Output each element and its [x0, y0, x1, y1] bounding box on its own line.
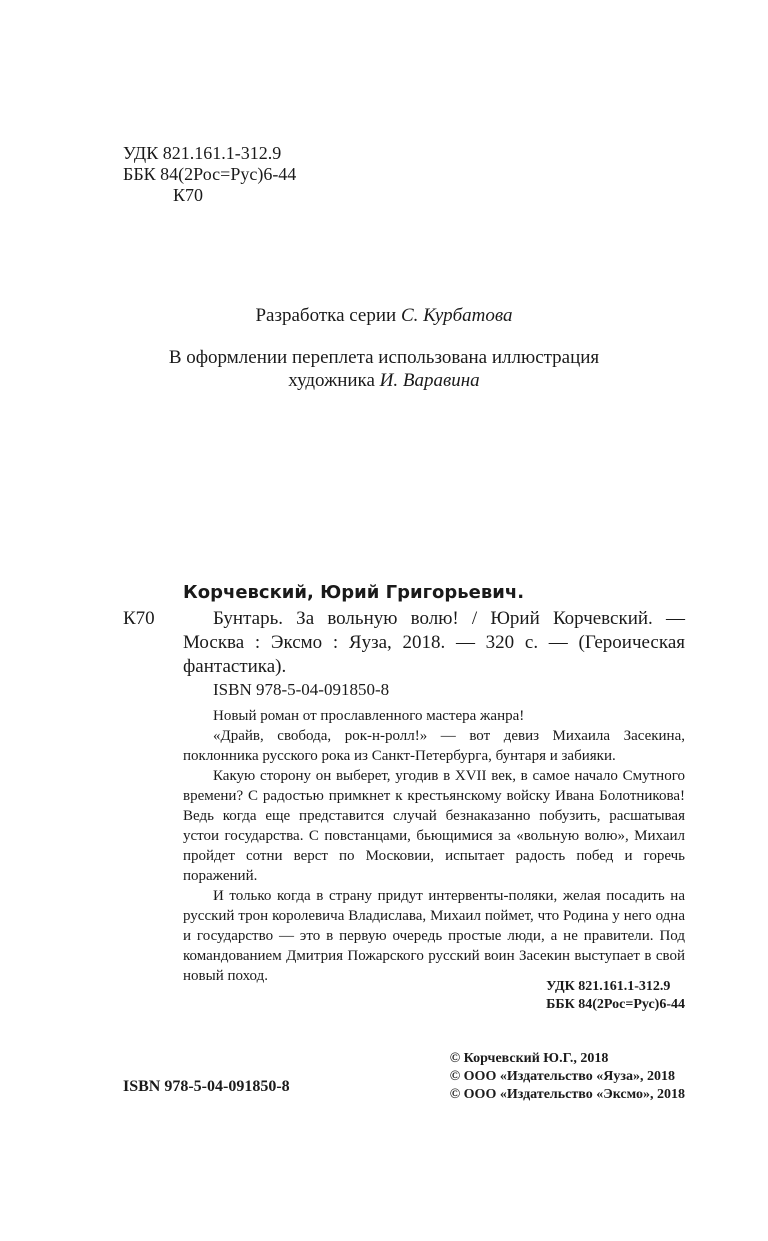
- bibliography-record: [183, 607, 685, 679]
- series-credit-prefix: Разработка серии: [255, 305, 401, 326]
- series-credit: [0, 304, 768, 327]
- classification-block: [123, 143, 296, 206]
- udk-code: УДК 821.161.1-312.9: [123, 143, 282, 163]
- copyright-line: © ООО «Издательство «Яуза», 2018: [449, 1069, 675, 1084]
- author-mark: К70: [173, 185, 204, 205]
- footer-udk: УДК 821.161.1-312.9: [546, 979, 671, 994]
- copyright-line: © Корчевский Ю.Г., 2018: [449, 1051, 609, 1066]
- annotation-paragraph: И только когда в страну придут интервенты-поляки, желая посадить на русский трон королевича Владислава, Михаил поймет, что Родина у него одна и государство — это в первую очередь простые люди, а не правители. Под командованием Дмитрия Пожарского русский воин Засекин выступает в свой новый поход.: [183, 888, 685, 984]
- bibliography-code: К70: [123, 608, 155, 629]
- copyright-line: © ООО «Издательство «Эксмо», 2018: [449, 1087, 685, 1102]
- footer-isbn: ISBN 978-5-04-091850-8: [123, 1078, 290, 1095]
- annotation-paragraph: Какую сторону он выберет, угодив в XVII век, в самое начало Смутного времени? С радостью примкнет к крестьянскому войску Ивана Болотникова! Ведь когда еще представится случай безнаказанно побузить, расшатывая устои государства. С повстанцами, бьющимися за «вольную волю», Михаил пройдет сотни верст по Московии, испытает радость побед и горечь поражений.: [183, 768, 685, 884]
- series-author: С. Курбатова: [400, 305, 513, 326]
- bbk-code: ББК 84(2Рос=Рус)6-44: [123, 164, 297, 184]
- footer-bbk: ББК 84(2Рос=Рус)6-44: [546, 997, 685, 1012]
- annotation: [183, 706, 685, 986]
- annotation-paragraph: Новый роман от прославленного мастера жанра!: [213, 708, 525, 724]
- footer-classification: [546, 978, 685, 1014]
- illustration-author: И. Варавина: [379, 370, 480, 391]
- bibliography-author: Корчевский, Юрий Григорьевич.: [183, 582, 525, 603]
- bibliography-isbn: ISBN 978-5-04-091850-8: [213, 680, 390, 699]
- bibliography-text: Бунтарь. За вольную волю! / Юрий Корчевский. — Москва : Эксмо : Яуза, 2018. — 320 с. — (Героическая фантастика).: [183, 608, 685, 677]
- illustration-credit: [0, 346, 768, 392]
- annotation-paragraph: «Драйв, свобода, рок-н-ролл!» — вот девиз Михаила Засекина, поклонника русского рока из Санкт-Петербурга, бунтаря и забияки.: [183, 728, 685, 764]
- illustration-line1: В оформлении переплета использована иллюстрация: [168, 347, 600, 368]
- copyright-block: [450, 1050, 685, 1104]
- illustration-prefix: художника: [288, 370, 380, 391]
